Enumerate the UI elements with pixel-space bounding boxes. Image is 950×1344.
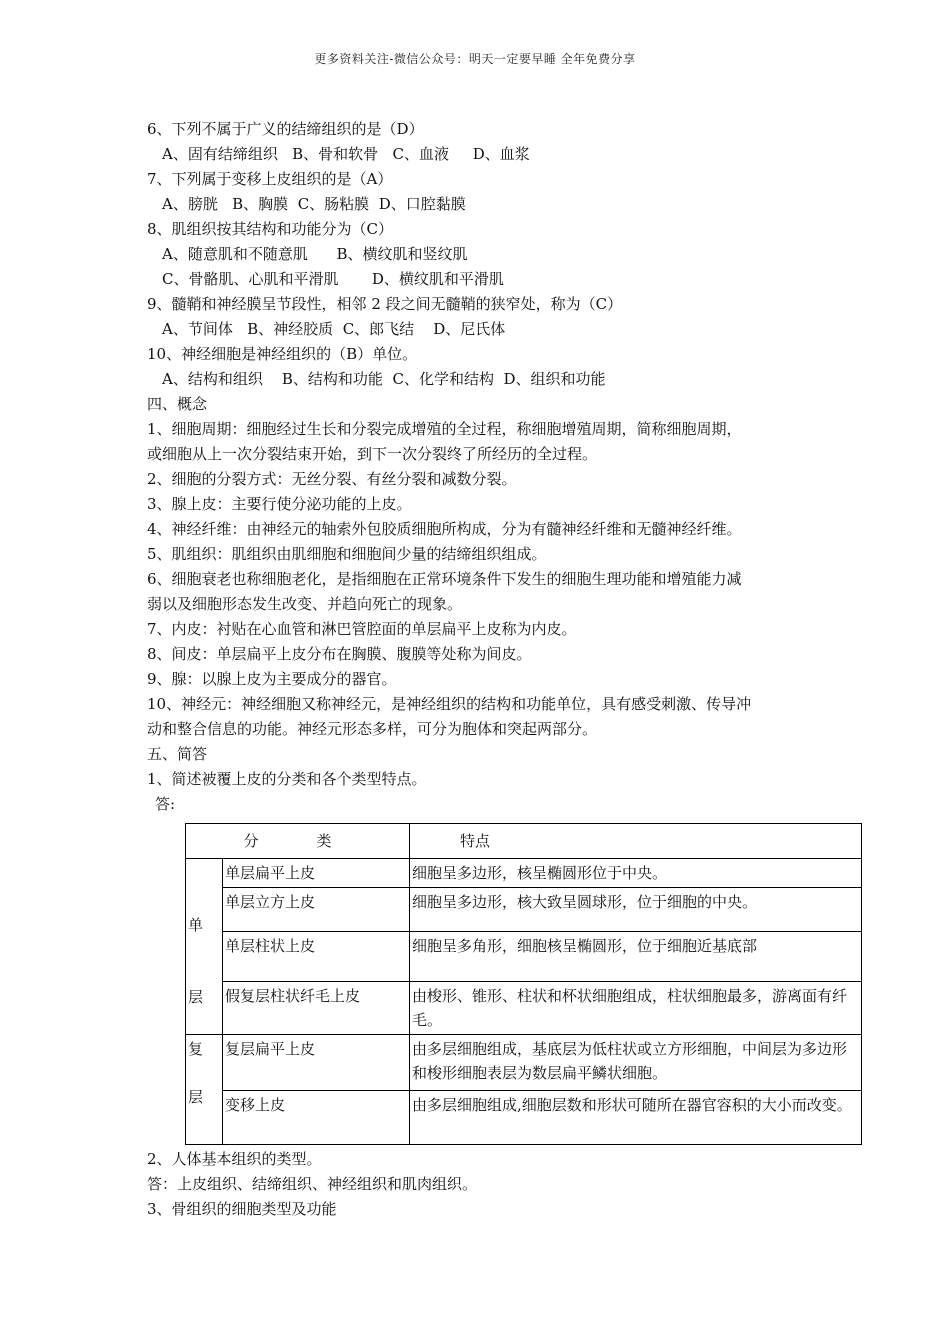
text-line: A、结构和组织 B、结构和功能 C、化学和结构 D、组织和功能 xyxy=(162,370,606,388)
text-line: 5、肌组织：肌组织由肌细胞和细胞间少量的结缔组织组成。 xyxy=(147,545,547,563)
text-line: 3、骨组织的细胞类型及功能 xyxy=(147,1200,337,1218)
text-line: 四、概念 xyxy=(147,395,208,413)
type-cell: 单层柱状上皮 xyxy=(223,932,410,982)
text-line: 弱以及细胞形态发生改变、并趋向死亡的现象。 xyxy=(147,595,463,613)
group-single-layer: 单 层 xyxy=(186,859,223,1035)
type-cell: 假复层柱状纤毛上皮 xyxy=(223,982,410,1035)
text-line: 7、内皮：衬贴在心血管和淋巴管腔面的单层扁平上皮称为内皮。 xyxy=(147,620,577,638)
group-stratified: 复 层 xyxy=(186,1035,223,1145)
text-line: 答：上皮组织、结缔组织、神经组织和肌肉组织。 xyxy=(147,1175,478,1193)
feature-cell: 细胞呈多角形，细胞核呈椭圆形，位于细胞近基底部 xyxy=(410,932,862,982)
text-line: A、节间体 B、神经胶质 C、郎飞结 D、尼氏体 xyxy=(162,320,506,338)
table-row xyxy=(186,1035,862,1091)
text-line: 1、细胞周期：细胞经过生长和分裂完成增殖的全过程，称细胞增殖周期，简称细胞周期， xyxy=(147,420,742,438)
text-line: 8、间皮：单层扁平上皮分布在胸膜、腹膜等处称为间皮。 xyxy=(147,645,532,663)
type-cell: 变移上皮 xyxy=(223,1091,410,1145)
text-line: 答: xyxy=(155,795,176,813)
text-line: 6、下列不属于广义的结缔组织的是（D） xyxy=(147,120,424,138)
text-line: 4、神经纤维：由神经元的轴索外包胶质细胞所构成，分为有髓神经纤维和无髓神经纤维。 xyxy=(147,520,742,538)
type-cell: 单层立方上皮 xyxy=(223,888,410,932)
text-line: 或细胞从上一次分裂结束开始，到下一次分裂终了所经历的全过程。 xyxy=(147,445,598,463)
header-features: 特点 xyxy=(410,824,862,859)
type-cell: 复层扁平上皮 xyxy=(223,1035,410,1091)
text-line: 动和整合信息的功能。神经元形态多样，可分为胞体和突起两部分。 xyxy=(147,720,598,738)
table-row xyxy=(186,1091,862,1145)
feature-cell: 细胞呈多边形，核大致呈圆球形，位于细胞的中央。 xyxy=(410,888,862,932)
text-line: 9、腺：以腺上皮为主要成分的器官。 xyxy=(147,670,397,688)
type-cell: 单层扁平上皮 xyxy=(223,859,410,888)
text-line: 2、人体基本组织的类型。 xyxy=(147,1150,322,1168)
table-row xyxy=(186,982,862,1035)
table-header-row xyxy=(186,824,862,859)
text-line: 3、腺上皮：主要行使分泌功能的上皮。 xyxy=(147,495,412,513)
text-line: 6、细胞衰老也称细胞老化，是指细胞在正常环境条件下发生的细胞生理功能和增殖能力减 xyxy=(147,570,742,588)
feature-cell: 由梭形、锥形、柱状和杯状细胞组成，柱状细胞最多，游离面有纤毛。 xyxy=(410,982,862,1035)
text-line: 8、肌组织按其结构和功能分为（C） xyxy=(147,220,394,238)
text-line: 五、简答 xyxy=(147,745,208,763)
table-row xyxy=(186,859,862,888)
text-line: A、固有结缔组织 B、骨和软骨 C、血液 D、血浆 xyxy=(162,145,530,163)
tail-text xyxy=(147,1147,477,1222)
text-line: 10、神经细胞是神经组织的（B）单位。 xyxy=(147,345,418,363)
feature-cell: 细胞呈多边形，核呈椭圆形位于中央。 xyxy=(410,859,862,888)
table-row xyxy=(186,932,862,982)
text-line: 7、下列属于变移上皮组织的是（A） xyxy=(147,170,393,188)
main-text xyxy=(147,117,827,817)
epithelium-table xyxy=(185,823,862,1145)
text-line: 1、简述被覆上皮的分类和各个类型特点。 xyxy=(147,770,427,788)
text-line: 2、细胞的分裂方式：无丝分裂、有丝分裂和减数分裂。 xyxy=(147,470,517,488)
text-line: A、膀胱 B、胸膜 C、肠粘膜 D、口腔黏膜 xyxy=(162,195,466,213)
feature-cell: 由多层细胞组成,细胞层数和形状可随所在器官容积的大小而改变。 xyxy=(410,1091,862,1145)
page-header: 更多资料关注-微信公众号：明天一定要早睡 全年免费分享 xyxy=(314,52,636,66)
text-line: A、随意肌和不随意肌 B、横纹肌和竖纹肌 xyxy=(162,245,468,263)
feature-cell: 由多层细胞组成，基底层为低柱状或立方形细胞，中间层为多边形和梭形细胞表层为数层扁平鳞状细胞。 xyxy=(410,1035,862,1091)
header-classification: 分类 xyxy=(186,824,410,859)
text-line: C、骨骼肌、心肌和平滑肌 D、横纹肌和平滑肌 xyxy=(162,270,504,288)
text-line: 9、髓鞘和神经膜呈节段性，相邻 2 段之间无髓鞘的狭窄处，称为（C） xyxy=(147,295,623,313)
table-row xyxy=(186,888,862,932)
text-line: 10、神经元：神经细胞又称神经元，是神经组织的结构和功能单位，具有感受刺激、传导冲 xyxy=(147,695,752,713)
